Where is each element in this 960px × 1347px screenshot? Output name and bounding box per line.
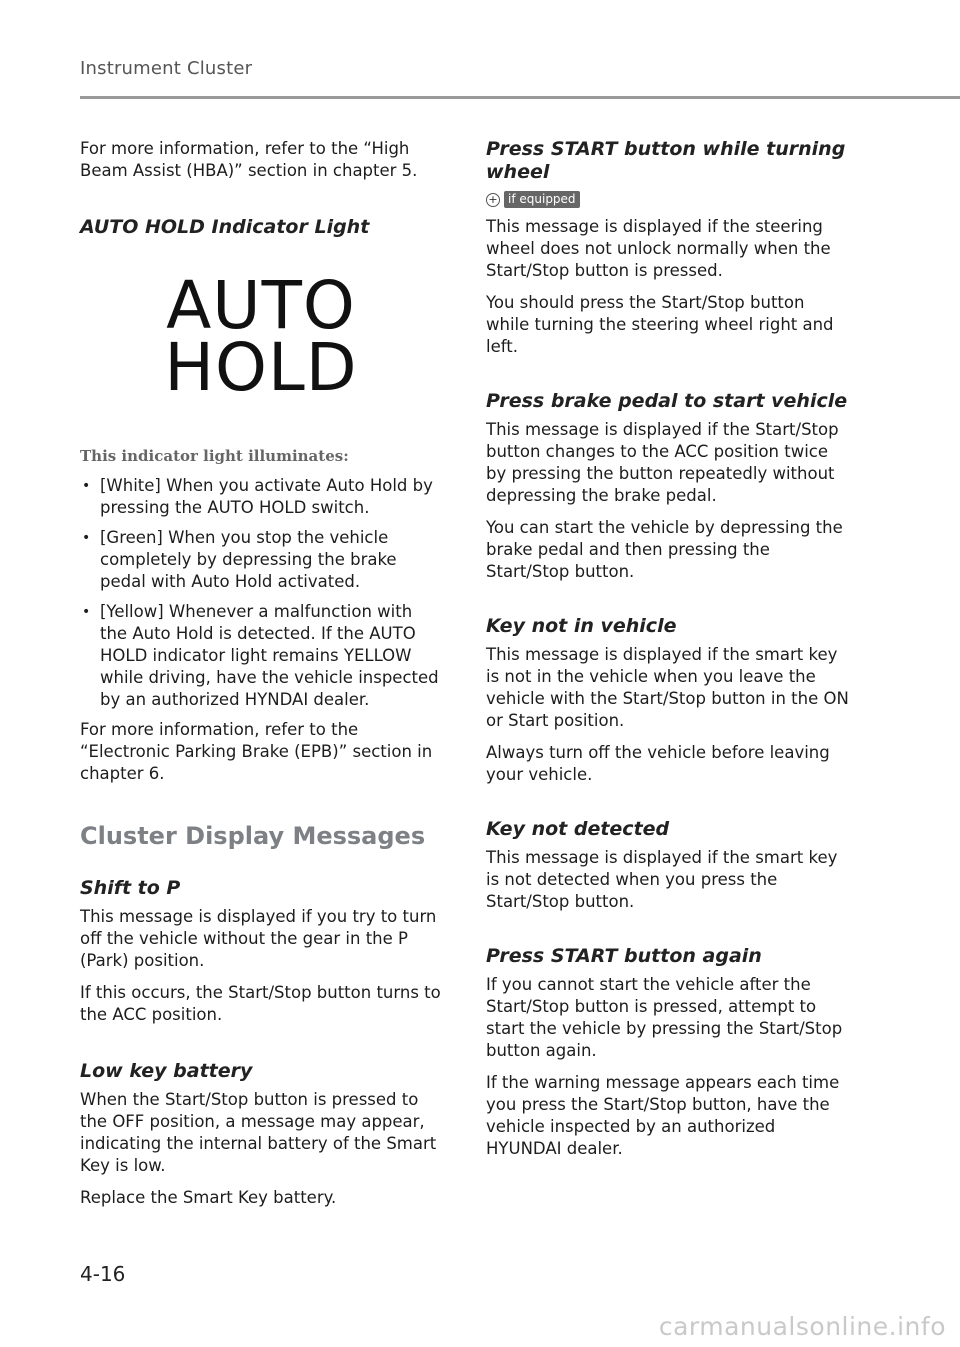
auto-hold-indicator-icon: [80, 267, 442, 406]
key-not-in-vehicle-text-2: Always turn off the vehicle before leaving your vehicle.: [486, 743, 830, 784]
section-title: Cluster Display Messages: [80, 822, 426, 850]
shift-to-p-text-1: This message is displayed if you try to turn off the vehicle without the gear in the P (Park) position.: [80, 907, 437, 970]
press-start-again-heading: Press START button again: [486, 945, 762, 967]
key-not-in-vehicle-text-1: This message is displayed if the smart key is not in the vehicle when you leave the vehicle with the Start/Stop button in the ON or Start position.: [486, 645, 849, 730]
auto-hold-icon-line1: AUTO: [166, 267, 356, 344]
press-brake-text-1: This message is displayed if the Start/Stop button changes to the ACC position twice by pressing the button repeatedly without depressing the brake pedal.: [486, 420, 839, 505]
page-number: 4-16: [80, 1262, 126, 1286]
key-not-in-vehicle-heading: Key not in vehicle: [486, 615, 677, 637]
auto-hold-heading: AUTO HOLD Indicator Light: [80, 216, 370, 238]
key-not-detected-text-1: This message is displayed if the smart key is not detected when you press the Start/Stop button.: [486, 848, 838, 911]
press-start-again-text-1: If you cannot start the vehicle after the Start/Stop button is pressed, attempt to start the vehicle by pressing the Start/Stop button again.: [486, 975, 843, 1060]
press-start-turning-heading: Press START button while turning wheel: [486, 138, 846, 183]
key-not-detected-heading: Key not detected: [486, 818, 670, 840]
low-key-battery-text-2: Replace the Smart Key battery.: [80, 1188, 337, 1207]
epb-reference-text: For more information, refer to the “Electronic Parking Brake (EPB)” section in chapter 6.: [80, 720, 433, 783]
press-brake-text-2: You can start the vehicle by depressing the brake pedal and then pressing the Start/Stop button.: [486, 518, 843, 581]
header-divider: [80, 96, 960, 99]
auto-hold-icon-line2: HOLD: [164, 329, 358, 406]
press-start-turning-text-1: This message is displayed if the steering wheel does not unlock normally when the Start/Stop button is pressed.: [486, 217, 831, 280]
press-brake-heading: Press brake pedal to start vehicle: [486, 390, 848, 412]
left-column: [80, 138, 442, 1219]
right-column: [486, 138, 851, 1170]
hba-reference-text: For more information, refer to the “High Beam Assist (HBA)” section in chapter 5.: [80, 139, 418, 180]
low-key-battery-heading: Low key battery: [80, 1060, 253, 1082]
list-item: • [Yellow] Whenever a malfunction with the Auto Hold is detected. If the AUTO HOLD indicator light remains YELLOW while driving, have the vehicle inspected by an authorized HYNDAI dealer.: [80, 601, 442, 711]
if-equipped-badge: [486, 191, 580, 208]
plus-circle-icon: +: [486, 193, 500, 207]
page-header-title: Instrument Cluster: [80, 58, 253, 79]
shift-to-p-text-2: If this occurs, the Start/Stop button turns to the ACC position.: [80, 983, 441, 1024]
if-equipped-label: if equipped: [504, 191, 580, 208]
press-start-again-text-2: If the warning message appears each time you press the Start/Stop button, have the vehicle inspected by an authorized HYUNDAI dealer.: [486, 1073, 840, 1158]
list-item: • [White] When you activate Auto Hold by pressing the AUTO HOLD switch.: [80, 475, 442, 519]
press-start-turning-text-2: You should press the Start/Stop button while turning the steering wheel right and left.: [486, 293, 834, 356]
shift-to-p-heading: Shift to P: [80, 877, 181, 899]
indicator-illuminates-label: This indicator light illuminates:: [80, 447, 349, 465]
auto-hold-bullet-list: [80, 475, 442, 711]
low-key-battery-text-1: When the Start/Stop button is pressed to the OFF position, a message may appear, indicating the internal battery of the Smart Key is low.: [80, 1090, 437, 1175]
watermark-text: carmanualsonline.info: [658, 1312, 946, 1341]
list-item: • [Green] When you stop the vehicle completely by depressing the brake pedal with Auto Hold activated.: [80, 527, 442, 593]
